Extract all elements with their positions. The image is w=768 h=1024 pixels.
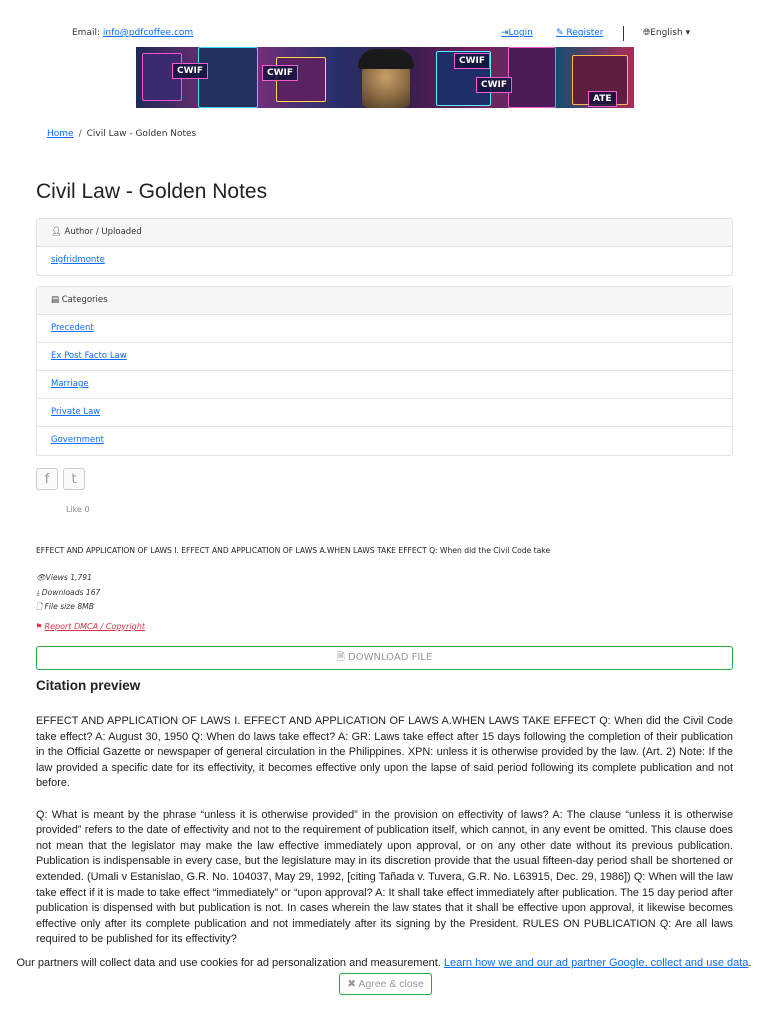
categories-card-header: [37, 287, 732, 315]
category-item: [37, 315, 732, 343]
file-icon: 🗋︎: [36, 602, 43, 611]
facebook-icon: f: [44, 472, 50, 487]
breadcrumb-separator: /: [78, 129, 82, 139]
document-summary: EFFECT AND APPLICATION OF LAWS I. EFFECT AND APPLICATION OF LAWS A.WHEN LAWS TAKE EFFECT Q: When did the Civil Code take: [36, 546, 551, 555]
eye-icon: 👁︎: [36, 573, 46, 582]
register-link[interactable]: [556, 28, 603, 38]
flag-icon: ⚑: [36, 622, 42, 631]
report-dmca: [36, 622, 145, 631]
citation-preview: [36, 714, 733, 964]
author-card: [36, 218, 733, 276]
cookie-learn-more-link[interactable]: Learn how we and our ad partner Google, collect and use data: [443, 957, 749, 969]
author-header-label: Author / Uploaded: [64, 227, 142, 237]
citation-heading: Citation preview: [36, 678, 141, 693]
caret-down-icon: ▾: [685, 28, 691, 38]
category-link[interactable]: Precedent: [51, 323, 94, 333]
views-stat: [36, 571, 100, 586]
views-label: Views 1,791: [45, 573, 92, 582]
language-dropdown[interactable]: [643, 28, 690, 38]
top-bar: [0, 28, 768, 42]
category-item: [37, 343, 732, 371]
like-count[interactable]: Like 0: [66, 505, 90, 514]
breadcrumb: [47, 129, 196, 139]
globe-icon: 🌐︎: [643, 28, 651, 38]
author-row: [37, 247, 732, 275]
download-icon: ⤓: [36, 587, 40, 597]
agree-label: Agree & close: [358, 978, 424, 990]
divider: [623, 26, 624, 41]
author-card-header: [37, 219, 732, 247]
neon-sign: CWIF: [454, 53, 490, 69]
downloads-label: Downloads 167: [41, 587, 101, 597]
category-link[interactable]: Ex Post Facto Law: [51, 351, 127, 361]
cookie-period: .: [748, 957, 752, 969]
author-link[interactable]: sigfridmonte: [51, 255, 105, 265]
report-dmca-link[interactable]: Report DMCA / Copyright: [44, 622, 145, 631]
download-label: DOWNLOAD FILE: [348, 652, 433, 663]
login-link[interactable]: [501, 28, 533, 38]
cookie-banner: [0, 952, 768, 1024]
email-link[interactable]: info@pdfcoffee.com: [102, 28, 194, 38]
neon-sign: CWIF: [172, 63, 208, 79]
agree-close-button[interactable]: [339, 973, 432, 995]
neon-sign: CWIF: [476, 77, 512, 93]
download-file-button[interactable]: [36, 646, 733, 670]
twitter-icon: t: [71, 472, 77, 487]
facebook-share-button[interactable]: [36, 468, 58, 490]
login-icon: ⇥: [501, 28, 509, 38]
user-icon: 👤︎: [51, 227, 62, 237]
breadcrumb-current: Civil Law - Golden Notes: [86, 129, 197, 139]
email-label: Email:: [72, 28, 103, 38]
beanie-hat: [358, 49, 414, 69]
downloads-stat: [36, 586, 100, 601]
building-block: [508, 47, 556, 108]
file-pdf-icon: 🗎︎: [336, 652, 345, 663]
neon-sign: ATE: [588, 91, 617, 107]
category-item: [37, 399, 732, 427]
category-item: [37, 427, 732, 455]
banner-ad[interactable]: [136, 47, 634, 108]
category-link[interactable]: Government: [51, 435, 105, 445]
filesize-stat: [36, 600, 100, 615]
twitter-share-button[interactable]: [63, 468, 85, 490]
category-item: [37, 371, 732, 399]
language-label: English: [650, 28, 683, 38]
close-icon: ✖: [347, 978, 357, 990]
edit-icon: ✎: [556, 28, 564, 38]
document-stats: [36, 571, 100, 615]
breadcrumb-home[interactable]: Home: [47, 129, 74, 139]
preview-paragraph: Q: What is meant by the phrase “unless it is otherwise provided” in the provision on effectivity of laws? A: The clause “unless it is otherwise provided” refers to the date of effectivity and not to the requirement of publication itself, which cannot, in any event be omitted. This clause does not mean that the legislator may make the law effective immediately upon approval, or on any other date without its previous publication. Publication is indispensable in every case, but the legislature may in its discretion provide that the usual fifteen-day period shall be shortened or extended. (Umali v Estanislao, G.R. No. 104037, May 29, 1992, [citing Tañada v. Tuvera, G.R. No. L63915, Dec. 29, 1986]) Q: When will the law take effect if it is made to take effect “immediately” or “upon approval? A: It shall take effect immediately after publication. The 15 day period after publication is dispensed with but publication is not. In cases wherein the law states that it shall be effective upon approval, it likewise becomes effective only after its complete publication and not immediately after its signing by the President. RULES ON PUBLICATION Q: Are all laws required to be published for its effectivity?: [36, 808, 733, 946]
categories-card: [36, 286, 733, 456]
preview-paragraph: EFFECT AND APPLICATION OF LAWS I. EFFECT AND APPLICATION OF LAWS A.WHEN LAWS TAKE EFFECT Q: When did the Civil Code take effect? A: August 30, 1950 Q: When do laws take effect? A: GR: Laws take effect after 15 days following the completion of their publication in the Official Gazette or newspaper of general circulation in the Philippines. XPN: unless it is otherwise provided by the law. (Art. 2) Note: If the law provided a specific date for its effectivity, it becomes effective only upon the lapse of said period following its complete publication and not before.: [36, 715, 733, 790]
page-title: Civil Law - Golden Notes: [36, 180, 268, 203]
email-contact: [72, 28, 193, 38]
category-link[interactable]: Marriage: [51, 379, 89, 389]
category-link[interactable]: Private Law: [51, 407, 101, 417]
register-label: Register: [566, 28, 604, 38]
cookie-text: Our partners will collect data and use cookies for ad personalization and measurement.: [16, 957, 441, 969]
login-label: Login: [508, 28, 533, 38]
list-icon: ▤: [51, 295, 60, 305]
neon-sign: CWIF: [262, 65, 298, 81]
categories-header-label: Categories: [61, 295, 108, 305]
filesize-label: File size 8MB: [44, 602, 94, 611]
